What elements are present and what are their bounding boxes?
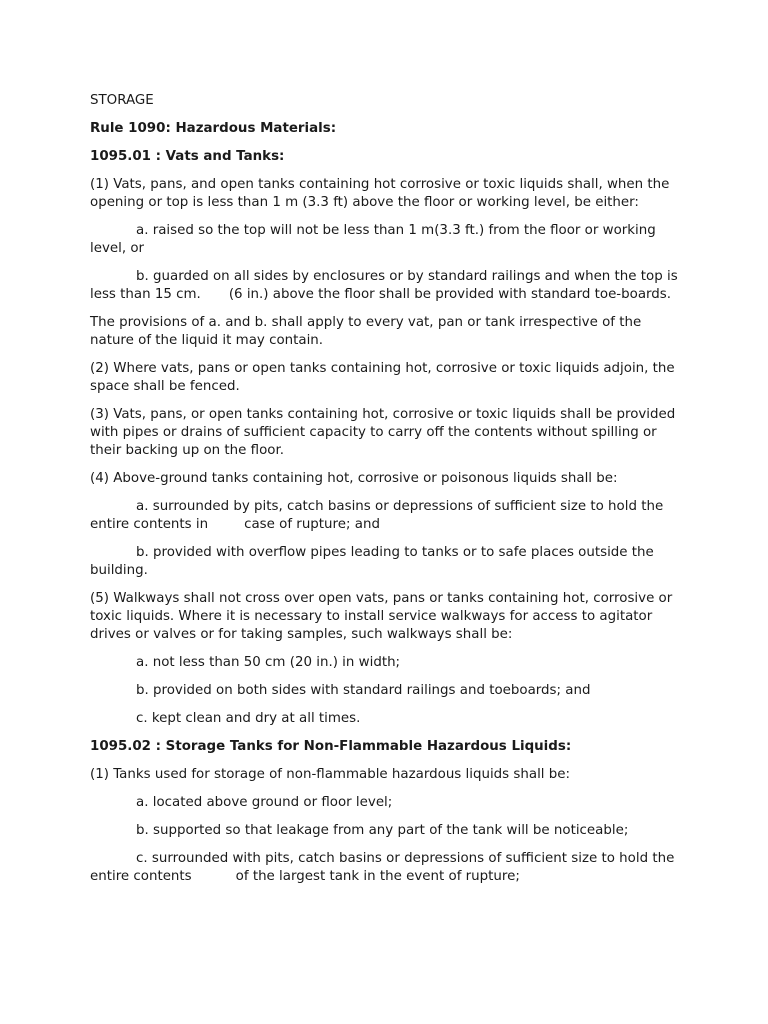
- paragraph-1095-01-3: (3) Vats, pans, or open tanks containing hot, corrosive or toxic liquids shall be provided with pipes or drains of sufficient capacity to carry off the contents without spilling or their backing up on the floor.: [90, 407, 676, 458]
- item-1095-01-5c: c. kept clean and dry at all times.: [136, 711, 361, 726]
- item-1095-02-1a: a. located above ground or floor level;: [136, 795, 393, 810]
- item-1095-01-5a: a. not less than 50 cm (20 in.) in width;: [136, 655, 401, 670]
- rule-heading: Rule 1090: Hazardous Materials:: [90, 121, 337, 136]
- item-text: case of rupture; and: [244, 517, 380, 532]
- item-text: a. surrounded by pits, catch basins or depressions of sufficient size to hold the entire contents in: [90, 499, 664, 532]
- item-1095-02-1c: [90, 850, 682, 886]
- item-1095-01-4b: b. provided with overflow pipes leading to tanks or to safe places outside the building.: [90, 545, 654, 578]
- item-text: (6 in.) above the floor shall be provided with standard toe-boards.: [228, 287, 672, 302]
- document-body: [90, 92, 682, 896]
- item-1095-01-1a: a. raised so the top will not be less than 1 m(3.3 ft.) from the floor or working level, or: [90, 223, 656, 256]
- item-text: of the largest tank in the event of rupture;: [235, 869, 520, 884]
- item-1095-02-1b: b. supported so that leakage from any part of the tank will be noticeable;: [136, 823, 629, 838]
- item-1095-01-4a: [90, 498, 682, 534]
- paragraph-provisions: The provisions of a. and b. shall apply to every vat, pan or tank irrespective of the nature of the liquid it may contain.: [90, 315, 642, 348]
- item-1095-01-1b: [90, 268, 682, 304]
- paragraph-1095-01-4: (4) Above-ground tanks containing hot, corrosive or poisonous liquids shall be:: [90, 471, 618, 486]
- item-text: b. guarded on all sides by enclosures or by standard railings and when the top is less than 15 cm.: [90, 269, 678, 302]
- paragraph-1095-02-1: (1) Tanks used for storage of non-flammable hazardous liquids shall be:: [90, 767, 571, 782]
- paragraph-1095-01-1: (1) Vats, pans, and open tanks containing hot corrosive or toxic liquids shall, when the opening or top is less than 1 m (3.3 ft) above the floor or working level, be either:: [90, 177, 670, 210]
- subsection-heading-1095-02: 1095.02 : Storage Tanks for Non-Flammable Hazardous Liquids:: [90, 739, 572, 754]
- paragraph-1095-01-2: (2) Where vats, pans or open tanks containing hot, corrosive or toxic liquids adjoin, the space shall be fenced.: [90, 361, 675, 394]
- subsection-heading-1095-01: 1095.01 : Vats and Tanks:: [90, 149, 285, 164]
- section-title: STORAGE: [90, 93, 154, 108]
- item-text: c. surrounded with pits, catch basins or depressions of sufficient size to hold the entire contents: [90, 851, 675, 884]
- paragraph-1095-01-5: (5) Walkways shall not cross over open vats, pans or tanks containing hot, corrosive or toxic liquids. Where it is necessary to install service walkways for access to agitator drives or valves or for taking samples, such walkways shall be:: [90, 591, 673, 642]
- item-1095-01-5b: b. provided on both sides with standard railings and toeboards; and: [136, 683, 591, 698]
